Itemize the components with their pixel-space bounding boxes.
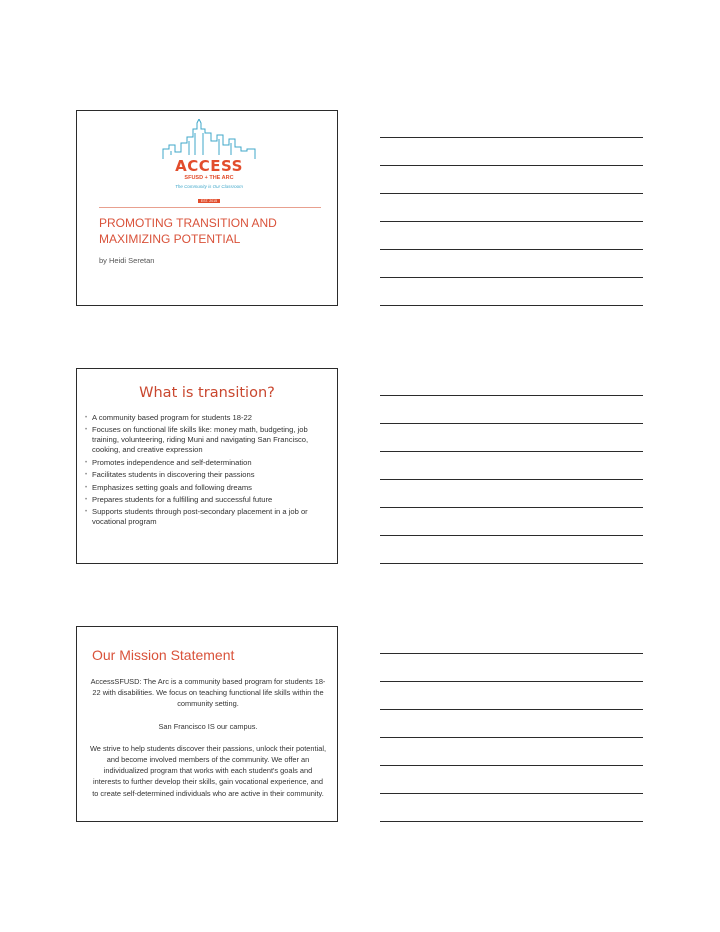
note-line — [380, 305, 643, 306]
note-line — [380, 249, 643, 250]
note-line — [380, 709, 643, 710]
list-item: • A community based program for students 18-22 — [85, 413, 329, 423]
logo-wordmark: ACCESS — [175, 157, 243, 175]
note-line — [380, 535, 643, 536]
note-line — [380, 507, 643, 508]
note-line — [380, 423, 643, 424]
list-item: • Focuses on functional life skills like: money math, budgeting, job training, volunteering, riding Muni and navigating San Francisco, cooking, and creative expression — [85, 425, 329, 455]
logo-subtitle: SFUSD + THE ARC — [184, 175, 234, 181]
note-line — [380, 277, 643, 278]
list-item: • Facilitates students in discovering their passions — [85, 470, 329, 480]
note-line — [380, 479, 643, 480]
mission-statement-body — [89, 676, 327, 810]
note-line — [380, 395, 643, 396]
slide-1-author: by Heidi Seretan — [99, 256, 155, 265]
note-line — [380, 765, 643, 766]
note-line — [380, 681, 643, 682]
note-line — [380, 653, 643, 654]
logo-tagline: The Community is Our Classroom — [175, 184, 243, 189]
list-item: • Supports students through post-secondary placement in a job or vocational program — [85, 507, 329, 527]
transition-bullet-list — [85, 413, 329, 530]
slide-1-title: PROMOTING TRANSITION AND MAXIMIZING POTENTIAL — [99, 216, 277, 246]
slide-2 — [76, 368, 338, 564]
mission-paragraph: We strive to help students discover their passions, unlock their potential, and become involved members of the community. We offer an individualized program that works with each student's goals and interests to further develop their skills, gain vocational experience, and to create self-determined individuals who are active in their community. — [89, 743, 327, 798]
note-line — [380, 737, 643, 738]
logo-established: EST. 2015 — [198, 199, 220, 203]
mission-paragraph: AccessSFUSD: The Arc is a community based program for students 18-22 with disabilities. We focus on teaching functional life skills within the community setting. — [90, 677, 326, 709]
note-line — [380, 451, 643, 452]
slide-2-title: What is transition? — [139, 385, 275, 401]
note-line — [380, 821, 643, 822]
list-item: • Prepares students for a fulfilling and successful future — [85, 495, 329, 505]
slide-1 — [76, 110, 338, 306]
list-item: • Promotes independence and self-determination — [85, 458, 329, 468]
note-line — [380, 165, 643, 166]
note-line — [380, 221, 643, 222]
slide-3-title: Our Mission Statement — [92, 647, 235, 663]
note-line — [380, 563, 643, 564]
note-line — [380, 193, 643, 194]
note-line — [380, 793, 643, 794]
mission-paragraph: San Francisco IS our campus. — [158, 721, 258, 731]
title-divider — [99, 207, 321, 208]
access-logo — [159, 119, 259, 203]
list-item: • Emphasizes setting goals and following dreams — [85, 483, 329, 493]
slide-3 — [76, 626, 338, 822]
note-line — [380, 137, 643, 138]
city-skyline-icon — [159, 119, 259, 161]
